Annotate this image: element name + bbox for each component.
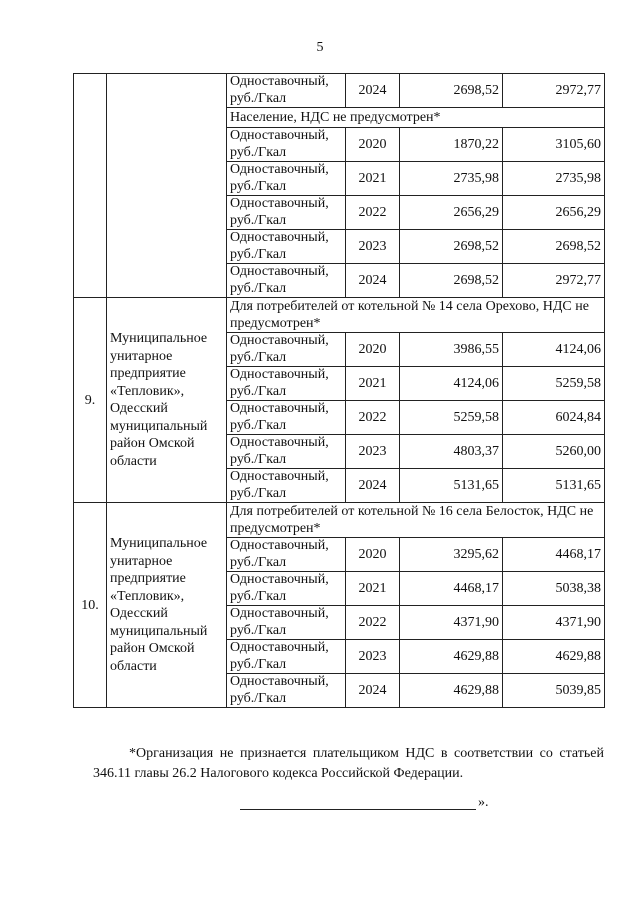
tariff-unit: Одноставочный, руб./Гкал [227,367,346,401]
tariff-value-first-half: 2698,52 [400,264,503,298]
tariff-year: 2023 [346,435,400,469]
tariff-unit: Одноставочный, руб./Гкал [227,606,346,640]
tariff-unit: Одноставочный, руб./Гкал [227,230,346,264]
tariff-unit: Одноставочный, руб./Гкал [227,538,346,572]
tariff-value-second-half: 6024,84 [503,401,605,435]
tariff-unit: Одноставочный, руб./Гкал [227,74,346,108]
tariff-value-second-half: 3105,60 [503,128,605,162]
tariff-value-second-half: 5131,65 [503,469,605,503]
tariff-unit: Одноставочный, руб./Гкал [227,435,346,469]
tariff-year: 2024 [346,264,400,298]
tariff-unit: Одноставочный, руб./Гкал [227,264,346,298]
organization-empty [107,74,227,298]
tariff-value-second-half: 2735,98 [503,162,605,196]
tariff-table-body [74,74,605,708]
tariff-year: 2022 [346,606,400,640]
tariff-year: 2021 [346,572,400,606]
tariff-value-first-half: 3295,62 [400,538,503,572]
tariff-value-first-half: 2656,29 [400,196,503,230]
tariff-unit: Одноставочный, руб./Гкал [227,196,346,230]
tariff-value-first-half: 2698,52 [400,230,503,264]
consumer-group-heading: Население, НДС не предусмотрен* [227,108,605,128]
row-number-empty [74,74,107,298]
tariff-unit: Одноставочный, руб./Гкал [227,128,346,162]
row-number: 9. [74,298,107,503]
tariff-unit: Одноставочный, руб./Гкал [227,469,346,503]
tariff-unit: Одноставочный, руб./Гкал [227,162,346,196]
tariff-year: 2023 [346,640,400,674]
tariff-value-second-half: 2698,52 [503,230,605,264]
tariff-value-second-half: 5039,85 [503,674,605,708]
tariff-value-second-half: 4468,17 [503,538,605,572]
table-row [74,74,605,108]
tariff-value-second-half: 4371,90 [503,606,605,640]
tariff-table [73,73,605,708]
tariff-unit: Одноставочный, руб./Гкал [227,572,346,606]
tariff-year: 2022 [346,401,400,435]
tariff-value-second-half: 5038,38 [503,572,605,606]
tariff-value-first-half: 4803,37 [400,435,503,469]
tariff-year: 2023 [346,230,400,264]
tariff-year: 2024 [346,74,400,108]
tariff-value-first-half: 2735,98 [400,162,503,196]
tariff-value-first-half: 4124,06 [400,367,503,401]
tariff-value-first-half: 2698,52 [400,74,503,108]
tariff-unit: Одноставочный, руб./Гкал [227,333,346,367]
tariff-year: 2021 [346,162,400,196]
tariff-value-second-half: 5259,58 [503,367,605,401]
tariff-value-first-half: 4629,88 [400,674,503,708]
tariff-year: 2020 [346,128,400,162]
tariff-value-first-half: 4371,90 [400,606,503,640]
tariff-value-first-half: 5259,58 [400,401,503,435]
tariff-value-second-half: 5260,00 [503,435,605,469]
tariff-value-first-half: 4468,17 [400,572,503,606]
signature-area [240,795,500,815]
tariff-year: 2024 [346,674,400,708]
tariff-value-second-half: 2656,29 [503,196,605,230]
organization-name: Муниципальное унитарное предприятие «Тепловик», Одесский муниципальный район Омской области [107,298,227,503]
tariff-value-first-half: 3986,55 [400,333,503,367]
tariff-value-first-half: 4629,88 [400,640,503,674]
tariff-year: 2024 [346,469,400,503]
tariff-unit: Одноставочный, руб./Гкал [227,640,346,674]
consumer-group-heading: Для потребителей от котельной № 16 села Белосток, НДС не предусмотрен* [227,503,605,538]
tariff-year: 2021 [346,367,400,401]
tariff-value-first-half: 5131,65 [400,469,503,503]
tariff-year: 2022 [346,196,400,230]
closing-quote: ». [478,795,489,810]
tariff-value-second-half: 4629,88 [503,640,605,674]
tariff-value-first-half: 1870,22 [400,128,503,162]
table-row [74,503,605,538]
tariff-year: 2020 [346,538,400,572]
vat-footnote: *Организация не признается плательщиком НДС в соответствии со статьей 346.11 главы 26.2 Налогового кодекса Российской Федерации. [93,746,604,781]
tariff-value-second-half: 2972,77 [503,74,605,108]
tariff-unit: Одноставочный, руб./Гкал [227,674,346,708]
signature-line [240,809,476,810]
tariff-value-second-half: 2972,77 [503,264,605,298]
tariff-unit: Одноставочный, руб./Гкал [227,401,346,435]
consumer-group-heading: Для потребителей от котельной № 14 села Орехово, НДС не предусмотрен* [227,298,605,333]
table-row [74,298,605,333]
tariff-value-second-half: 4124,06 [503,333,605,367]
row-number: 10. [74,503,107,708]
tariff-year: 2020 [346,333,400,367]
organization-name: Муниципальное унитарное предприятие «Тепловик», Одесский муниципальный район Омской области [107,503,227,708]
page-number: 5 [316,40,324,55]
